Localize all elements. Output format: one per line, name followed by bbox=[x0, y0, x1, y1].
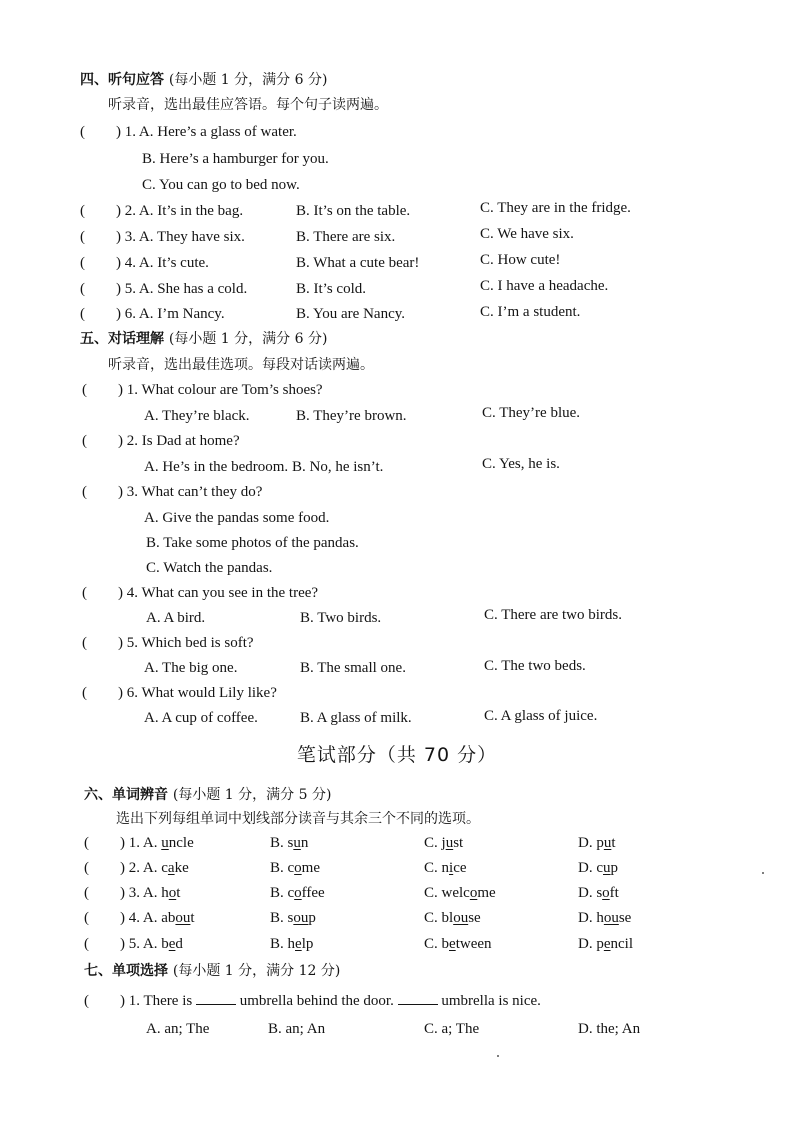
underlined-letters: u bbox=[603, 860, 611, 876]
q7-1-option-a: A. an; The bbox=[146, 1021, 210, 1037]
q4-6-option-a: ) 6. A. I’m Nancy. bbox=[116, 306, 225, 322]
fill-blank[interactable] bbox=[398, 992, 438, 1005]
q4-1-option-c: C. You can go to bed now. bbox=[142, 177, 300, 193]
q5-3-option-a: A. Give the pandas some food. bbox=[144, 510, 330, 526]
section-4-heading: 四、听句应答 (每小题 1 分，满分 6 分) bbox=[80, 72, 328, 88]
q4-6-option-b: B. You are Nancy. bbox=[296, 306, 406, 322]
answer-bracket[interactable]: ( bbox=[84, 885, 89, 901]
underlined-letters: a bbox=[167, 860, 175, 876]
q5-6-question: ) 6. What would Lily like? bbox=[118, 685, 277, 701]
q4-1-option-a: ) 1. A. Here’s a glass of water. bbox=[116, 124, 297, 140]
q6-5-option-d: D. pencil bbox=[578, 936, 634, 952]
answer-bracket[interactable]: ( bbox=[80, 203, 85, 219]
q5-2-question: ) 2. Is Dad at home? bbox=[118, 433, 240, 449]
underlined-letters: ou bbox=[175, 910, 191, 926]
q7-1-option-d: D. the; An bbox=[578, 1021, 641, 1037]
q5-1-question: ) 1. What colour are Tom’s shoes? bbox=[118, 382, 323, 398]
answer-bracket[interactable]: ( bbox=[84, 860, 89, 876]
underlined-letters: o bbox=[294, 885, 302, 901]
answer-bracket[interactable]: ( bbox=[82, 433, 87, 449]
q6-3-option-b: B. coffee bbox=[270, 885, 325, 901]
answer-bracket[interactable]: ( bbox=[82, 585, 87, 601]
q6-5-option-c: C. between bbox=[424, 936, 492, 952]
answer-bracket[interactable]: ( bbox=[80, 306, 85, 322]
section-6-instruction: 选出下列每组单词中划线部分读音与其余三个不同的选项。 bbox=[116, 811, 480, 827]
q6-1-option-b: B. sun bbox=[270, 835, 309, 851]
q4-2-option-a: ) 2. A. It’s in the bag. bbox=[116, 203, 244, 219]
q7-1-question: ) 1. There is umbrella behind the door. umbrella is nice. bbox=[120, 993, 541, 1009]
q5-6-option-c: C. A glass of juice. bbox=[484, 708, 598, 724]
q6-3-option-a: ) 3. A. hot bbox=[120, 885, 181, 901]
q4-2-option-b: B. It’s on the table. bbox=[296, 203, 411, 219]
underlined-letters: ou bbox=[603, 910, 619, 926]
q6-1-option-a: ) 1. A. uncle bbox=[120, 835, 194, 851]
answer-bracket[interactable]: ( bbox=[80, 281, 85, 297]
q5-2-option-a: A. He’s in the bedroom. bbox=[144, 459, 289, 475]
answer-bracket[interactable]: ( bbox=[80, 255, 85, 271]
underlined-letters: u bbox=[293, 835, 301, 851]
q4-3-option-a: ) 3. A. They have six. bbox=[116, 229, 245, 245]
underlined-letters: i bbox=[449, 860, 454, 876]
written-part-title: 笔试部分（共 70 分） bbox=[296, 744, 498, 766]
q6-2-option-a: ) 2. A. cake bbox=[120, 860, 189, 876]
underlined-letters: e bbox=[295, 936, 302, 952]
q4-4-option-a: ) 4. A. It’s cute. bbox=[116, 255, 209, 271]
q5-3-option-c: C. Watch the pandas. bbox=[146, 560, 273, 576]
underlined-letters: u bbox=[161, 835, 169, 851]
answer-bracket[interactable]: ( bbox=[82, 484, 87, 500]
section-5-heading: 五、对话理解 (每小题 1 分，满分 6 分) bbox=[80, 331, 328, 347]
q4-3-option-b: B. There are six. bbox=[296, 229, 396, 245]
q5-2-option-b: B. No, he isn’t. bbox=[292, 459, 384, 475]
answer-bracket[interactable]: ( bbox=[82, 685, 87, 701]
underlined-letters: e bbox=[603, 936, 611, 952]
q5-5-option-b: B. The small one. bbox=[300, 660, 406, 676]
answer-bracket[interactable]: ( bbox=[80, 229, 85, 245]
q5-2-option-c: C. Yes, he is. bbox=[482, 456, 560, 472]
q5-4-option-c: C. There are two birds. bbox=[484, 607, 623, 623]
q6-2-option-b: B. come bbox=[270, 860, 320, 876]
scan-speck bbox=[497, 1055, 499, 1057]
q4-5-option-a: ) 5. A. She has a cold. bbox=[116, 281, 248, 297]
q4-1-option-b: B. Here’s a hamburger for you. bbox=[142, 151, 329, 167]
answer-bracket[interactable]: ( bbox=[84, 936, 89, 952]
q6-2-option-c: C. nice bbox=[424, 860, 467, 876]
answer-bracket[interactable]: ( bbox=[80, 124, 85, 140]
q7-1-option-c: C. a; The bbox=[424, 1021, 480, 1037]
section-7-heading: 七、单项选择 (每小题 1 分，满分 12 分) bbox=[84, 963, 341, 979]
q5-1-option-a: A. They’re black. bbox=[144, 408, 250, 424]
q6-4-option-c: C. blouse bbox=[424, 910, 481, 926]
q4-4-option-c: C. How cute! bbox=[480, 252, 561, 268]
underlined-letters: o bbox=[602, 885, 610, 901]
q5-1-option-c: C. They’re blue. bbox=[482, 405, 581, 421]
underlined-letters: ou bbox=[293, 910, 309, 926]
section-4-instruction: 听录音，选出最佳应答语。每个句子读两遍。 bbox=[108, 97, 388, 113]
underlined-letters: e bbox=[168, 936, 176, 952]
q6-3-option-c: C. welcome bbox=[424, 885, 496, 901]
q6-1-option-c: C. just bbox=[424, 835, 464, 851]
q4-5-option-c: C. I have a headache. bbox=[480, 278, 609, 294]
q6-4-option-a: ) 4. A. about bbox=[120, 910, 195, 926]
answer-bracket[interactable]: ( bbox=[84, 993, 89, 1009]
answer-bracket[interactable]: ( bbox=[82, 635, 87, 651]
q7-1-option-b: B. an; An bbox=[268, 1021, 326, 1037]
q6-5-option-a: ) 5. A. bed bbox=[120, 936, 183, 952]
q6-1-option-d: D. put bbox=[578, 835, 616, 851]
section-6-heading: 六、单词辨音 (每小题 1 分，满分 5 分) bbox=[84, 787, 332, 803]
q5-3-option-b: B. Take some photos of the pandas. bbox=[146, 535, 359, 551]
q4-3-option-c: C. We have six. bbox=[480, 226, 574, 242]
underlined-letters: e bbox=[449, 936, 456, 952]
q5-6-option-b: B. A glass of milk. bbox=[300, 710, 412, 726]
q6-3-option-d: D. soft bbox=[578, 885, 619, 901]
underlined-letters: u bbox=[445, 835, 454, 851]
scan-speck bbox=[762, 872, 764, 874]
q5-4-question: ) 4. What can you see in the tree? bbox=[118, 585, 319, 601]
answer-bracket[interactable]: ( bbox=[84, 835, 89, 851]
underlined-letters: ou bbox=[453, 910, 469, 926]
q5-5-question: ) 5. Which bed is soft? bbox=[118, 635, 254, 651]
q4-2-option-c: C. They are in the fridge. bbox=[480, 200, 631, 216]
section-5-instruction: 听录音，选出最佳选项。每段对话读两遍。 bbox=[108, 357, 374, 373]
q5-5-option-a: A. The big one. bbox=[144, 660, 238, 676]
answer-bracket[interactable]: ( bbox=[82, 382, 87, 398]
underlined-letters: o bbox=[168, 885, 177, 901]
q4-5-option-b: B. It’s cold. bbox=[296, 281, 366, 297]
q6-2-option-d: D. cup bbox=[578, 860, 618, 876]
underlined-letters: o bbox=[294, 860, 302, 876]
underlined-letters: o bbox=[469, 885, 478, 901]
q5-6-option-a: A. A cup of coffee. bbox=[144, 710, 258, 726]
q5-1-option-b: B. They’re brown. bbox=[296, 408, 407, 424]
q4-4-option-b: B. What a cute bear! bbox=[296, 255, 420, 271]
q6-5-option-b: B. help bbox=[270, 936, 314, 952]
q5-3-question: ) 3. What can’t they do? bbox=[118, 484, 263, 500]
underlined-letters: u bbox=[603, 835, 612, 851]
q5-5-option-c: C. The two beds. bbox=[484, 658, 586, 674]
q6-4-option-d: D. house bbox=[578, 910, 632, 926]
answer-bracket[interactable]: ( bbox=[84, 910, 89, 926]
q6-4-option-b: B. soup bbox=[270, 910, 316, 926]
q5-4-option-b: B. Two birds. bbox=[300, 610, 382, 626]
q5-4-option-a: A. A bird. bbox=[146, 610, 206, 626]
q4-6-option-c: C. I’m a student. bbox=[480, 304, 581, 320]
fill-blank[interactable] bbox=[196, 992, 236, 1005]
